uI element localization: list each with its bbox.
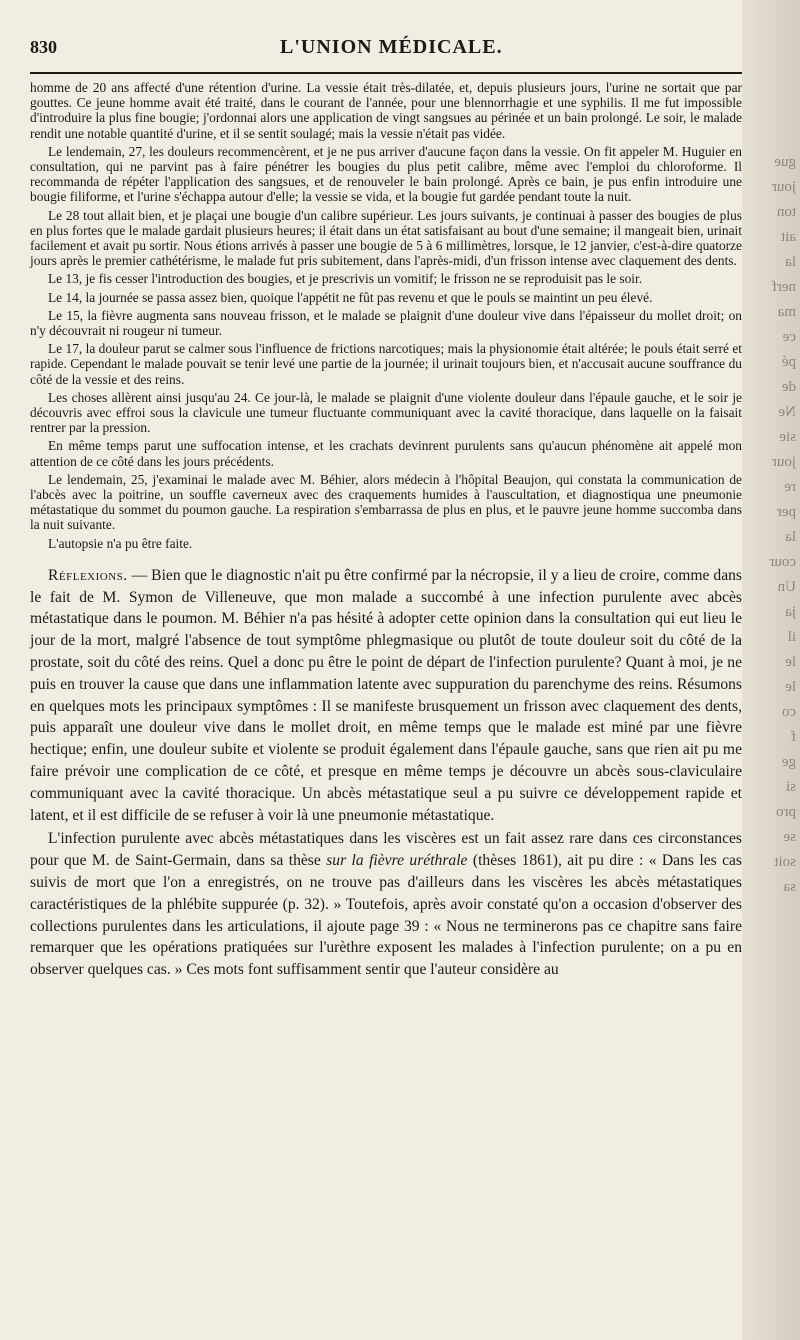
bleed-through-word: pé	[781, 354, 796, 370]
paragraph-text: (thèses 1861), ait pu dire : « Dans les cas suivis de mort que l'on a enregistrés, on ne trouve pas d'ailleurs dans les viscères les abcès métastatiques caractéristiques de la phlébite suppurée (p. 32). » Toutefois, après avoir constaté qu'on a occasion d'observer des collections purulentes dans les articulations, il ajoute page 39 : « Nous ne terminerons pas ce chapitre sans faire remarquer que les opérations pratiquées sur l'urèthre exposent les malades à l'infection purulente; on a pu en observer quelques cas. » Ces mots font suffisamment sentir que l'auteur considère au	[30, 852, 743, 979]
paragraph	[30, 565, 742, 827]
bleed-through-word: per	[776, 504, 796, 520]
bleed-through-word: nerf	[771, 279, 796, 295]
paragraph: Le 13, je fis cesser l'introduction des bougies, et je prescrivis un vomitif; le frisson ne se reproduisit pas le soir.	[48, 271, 643, 287]
bleed-through-word: cour	[769, 554, 796, 570]
section-heading: Réflexions.	[48, 566, 128, 584]
paragraph: Le 28 tout allait bien, et je plaçai une bougie d'un calibre supérieur. Les jours suivants, je continuai à passer des bougies de plus en plus fortes que le malade gardait plusieurs heures; il était dans un état satisfaisant au bout d'une semaine; il mangeait bien, urinait facilement et avait pu sortir. Nous étions arrivés à passer une bougie de 5 à 6 millimètres, lorsque, le 12 janvier, c'est-à-dire quatorze jours après le premier cathétérisme, le malade fut pris subitement, dans l'après-midi, d'un frisson intense avec claquement des dents.	[30, 207, 742, 269]
case-observation	[30, 80, 742, 551]
bleed-through-word: ton	[776, 204, 796, 220]
paragraph: Le lendemain, 27, les douleurs recommencèrent, et je ne pus arriver d'aucune façon dans la vessie. On fit appeler M. Huguier en consultation, qui ne parvint pas à faire pénétrer les bougies du plus petit calibre, même avec l'emploi du chloroforme. Il recommanda de répéter l'application des sangsues, et de renouveler le bain prolongé. Après ce bain, je pus enfin introduire une bougie filiforme, et l'urine s'échappa autour d'elle; la vessie se vida, et la bougie fut gardée pendant toute la nuit.	[30, 143, 742, 205]
running-title: L'UNION MÉDICALE.	[280, 36, 503, 58]
bleed-through-word: sie	[779, 429, 796, 445]
paragraph: Le lendemain, 25, j'examinai le malade avec M. Béhier, alors médecin à l'hôpital Beaujon, qui constata la communication de l'abcès avec la poitrine, un souffle caverneux avec des craquements humides à l'auscultation, et diagnostiqua une pneumonie métastatique du sommet du poumon gauche. La respiration s'embarrassa de plus en plus, et le pauvre jeune homme succomba dans la nuit suivante.	[30, 471, 742, 533]
bleed-through-word: sa	[783, 879, 796, 895]
reflexions-section	[30, 565, 742, 981]
paragraph: En même temps parut une suffocation intense, et les crachats devinrent purulents sans qu'aucun phénomène ait appelé mon attention de ce côté dans les jours précédents.	[30, 438, 742, 469]
paragraph-text: L'infection purulente avec abcès métastatiques dans les viscères est un fait assez rare dans ces circonstances pour que M. de Saint-Germain, dans sa thèse	[30, 830, 742, 870]
paragraph: Le 15, la fièvre augmenta sans nouveau frisson, et le malade se plaignit d'une douleur vive dans l'épaisseur du mollet droit; on n'y découvrait ni rougeur ni tumeur.	[30, 307, 742, 339]
bleed-through-word: la	[785, 529, 796, 545]
paragraph: Le 17, la douleur parut se calmer sous l'influence de frictions narcotiques; mais la physionomie était altérée; le pouls était serré et rapide. Cependant le malade pouvait se tenir levé une partie de la journée; il urinait toujours bien, et n'accusait aucune souffrance du côté de la vessie et des reins.	[30, 341, 742, 387]
bleed-through-text	[746, 150, 796, 900]
bleed-through-word: soit	[774, 854, 796, 870]
bleed-through-word: Un	[777, 579, 796, 595]
paragraph-text: — Bien que le diagnostic n'ait pu être confirmé par la nécropsie, il y a lieu de croire, comme dans le fait de M. Symon de Villeneuve, que mon malade a succombé à une infection purulente avec abcès métastatique dans le poumon. M. Béhier n'a pas hésité à adopter cette opinion dans la consultation qui eut lieu le jour de la mort, malgré l'absence de tout symptôme phlegmasique ou plutôt de toute douleur soit du côté de la prostate, soit du côté des reins. Quel a donc pu être le point de départ de l'infection purulente? Quant à moi, je ne puis en trouver la cause que dans une inflammation latente avec suppuration du parenchyme des reins. Résumons en quelques mots les principaux symptômes : Il se manifeste brusquement un frisson avec claquement des dents, puis apparaît une douleur vive dans le mollet droit, en même temps que le malade est miné par une fièvre hectique; enfin, une douleur subite et violente se produit également dans l'épaule gauche, sans que rien ait pu me faire prévoir une complication de ce côté, et presque en même temps je découvre un abcès sous-claviculaire communiquant avec la cavité thoracique. Un abcès métastatique seul a pu suivre ce développement rapide et latent, et il est difficile de se refuser à voir là une pneumonie métastatique.	[30, 566, 742, 824]
bleed-through-word: le	[785, 679, 796, 695]
bleed-through-word: se	[783, 829, 796, 845]
paragraph: Le 14, la journée se passa assez bien, quoique l'appétit ne fût pas revenu et que le pouls se maintint un peu élevé.	[48, 289, 653, 305]
bleed-through-word: ce	[782, 329, 796, 345]
bleed-through-word: il	[787, 629, 796, 645]
thesis-title: sur la fièvre uréthrale	[326, 852, 468, 870]
bleed-through-word: f	[791, 729, 796, 745]
bleed-through-word: le	[785, 654, 796, 670]
paragraph	[30, 828, 742, 981]
bleed-through-word: ja	[785, 604, 796, 620]
bleed-through-word: ma	[777, 304, 796, 320]
bleed-through-word: co	[781, 704, 796, 720]
bleed-through-word: re	[784, 479, 796, 495]
bleed-through-word: ait	[781, 229, 796, 245]
bleed-through-word: jour	[771, 179, 796, 195]
bleed-through-word: jour	[771, 454, 796, 470]
page-number: 830	[30, 37, 57, 57]
bleed-through-word: la	[785, 254, 796, 270]
bleed-through-word: ge	[781, 754, 796, 770]
paragraph: homme de 20 ans affecté d'une rétention d'urine. La vessie était très-dilatée, et, depuis plusieurs jours, l'urine ne sortait que par gouttes. Ce jeune homme avait été traité, dans le courant de l'année, pour une blennorrhagie et une syphilis. Il me fut impossible d'introduire la plus fine bougie; j'ordonnai alors une application de vingt sangsues au périnée et un bain prolongé. Le soir, le malade rendit une notable quantité d'urine, et il se sentit soulagé; mais la vessie n'était pas vidée.	[30, 80, 742, 141]
bleed-through-word: de	[781, 379, 796, 395]
bleed-through-word: si	[785, 779, 796, 795]
page-header	[30, 36, 742, 74]
bleed-through-word: pro	[776, 804, 796, 820]
bleed-through-word: gue	[774, 154, 796, 170]
paragraph: L'autopsie n'a pu être faite.	[48, 535, 193, 551]
paragraph: Les choses allèrent ainsi jusqu'au 24. Ce jour-là, le malade se plaignit d'une violente douleur dans l'épaule gauche, et le soir je découvris avec effroi sous la clavicule une tumeur fluctuante communiquant avec la cavité thoracique, dans laquelle on la faisait rentrer par la pression.	[30, 389, 742, 436]
bleed-through-word: Ne	[778, 404, 796, 420]
